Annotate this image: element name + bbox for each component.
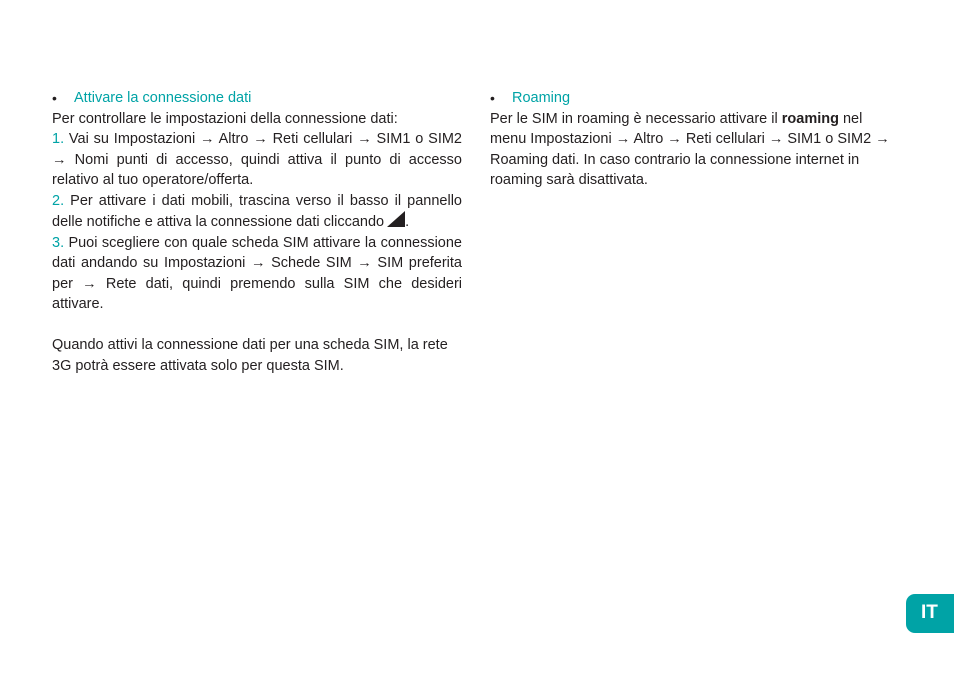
language-label: IT: [921, 602, 938, 624]
step-number: 3.: [52, 234, 65, 251]
roaming-text: [490, 109, 900, 191]
intro-text: Per controllare le impostazioni della connessione dati:: [52, 110, 398, 127]
step-1: [52, 129, 462, 191]
bullet-icon: •: [52, 90, 57, 106]
step-text: Puoi scegliere con quale scheda SIM attivare la connessione dati andando su Impostazioni → Schede SIM → SIM preferita per → Rete dati, quindi premendo sulla SIM che desideri attivare.: [52, 234, 462, 312]
step-3: [52, 233, 462, 315]
step-number: 2.: [52, 192, 65, 209]
right-column: [490, 88, 900, 191]
section-heading-roaming: [490, 88, 900, 109]
step-text-end: .: [405, 214, 410, 230]
bullet-icon: •: [490, 90, 495, 106]
roaming-text-end: nel menu Impostazioni → Altro → Reti cellulari → SIM1 o SIM2 → Roaming dati. In caso contrario la connessione internet in roaming sarà disattivata.: [490, 110, 890, 188]
left-column: [52, 88, 462, 376]
heading-text: Roaming: [512, 90, 571, 106]
section-heading-data-connection: [52, 88, 462, 109]
heading-text: Attivare la connessione dati: [74, 90, 252, 106]
step-text: Per attivare i dati mobili, trascina verso il basso il pannello delle notifiche e attiva la connessione dati cliccando: [52, 192, 462, 230]
roaming-text-start: Per le SIM in roaming è necessario attivare il: [490, 110, 782, 127]
step-2: [52, 191, 462, 233]
step-number: 1.: [52, 131, 65, 147]
note-text: Quando attivi la connessione dati per una scheda SIM, la rete 3G potrà essere attivata solo per questa SIM.: [52, 337, 448, 374]
step-text: Vai su Impostazioni → Altro → Reti cellulari → SIM1 o SIM2 → Nomi punti di accesso, quindi attiva il punto di accesso relativo al tuo operatore/offerta.: [52, 131, 462, 188]
mobile-signal-icon: [387, 211, 405, 227]
language-tab: [906, 594, 954, 633]
roaming-keyword: roaming: [781, 110, 839, 127]
